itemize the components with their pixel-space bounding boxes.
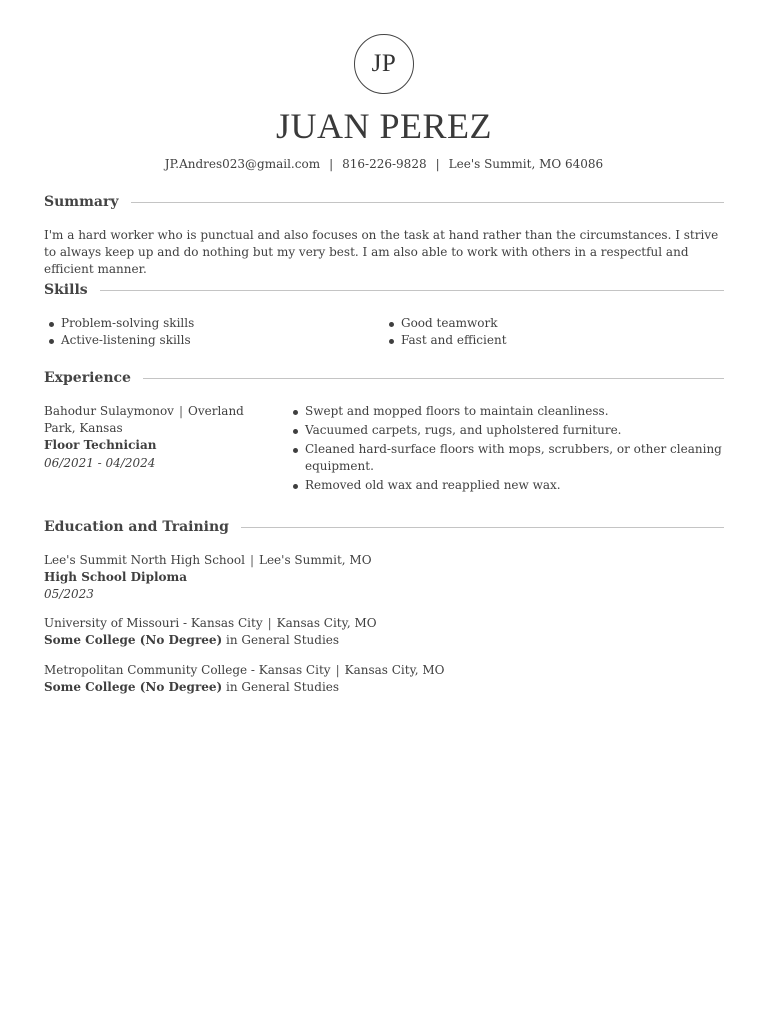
skill-label: Good teamwork	[401, 316, 498, 330]
school-line	[44, 662, 724, 679]
degree-line	[44, 679, 724, 696]
skill-item	[44, 332, 384, 349]
skills-title: Skills	[44, 282, 88, 298]
school-name: University of Missouri - Kansas City	[44, 616, 263, 630]
field-separator: |	[335, 663, 340, 677]
field-separator: |	[267, 616, 272, 630]
skill-item	[384, 332, 724, 349]
school-location: Kansas City, MO	[276, 616, 377, 630]
job-bullet-text: Swept and mopped floors to maintain cleanliness.	[305, 404, 609, 418]
bullet-icon	[293, 448, 298, 453]
degree-name: Some College (No Degree)	[44, 680, 223, 694]
contact-location: Lee's Summit, MO 64086	[448, 157, 604, 171]
job-bullet	[288, 403, 724, 420]
skill-item	[44, 315, 384, 332]
summary-text: I'm a hard worker who is punctual and also focuses on the task at hand rather than the circumstances. I strive to always keep up and do nothing but my very best. I am also able to work with others in a respectful and efficient manner.	[44, 228, 719, 276]
job-employer: Bahodur Sulaymonov	[44, 404, 174, 418]
bullet-icon	[293, 429, 298, 434]
monogram-badge	[354, 34, 414, 94]
education-heading	[44, 517, 724, 537]
section-divider	[100, 290, 724, 291]
job-bullet-text: Vacuumed carpets, rugs, and upholstered furniture.	[305, 423, 622, 437]
skill-label: Problem-solving skills	[61, 316, 195, 330]
education-entry	[44, 662, 724, 696]
job-bullets	[288, 403, 724, 496]
candidate-name: JUAN PEREZ	[275, 106, 492, 146]
summary-heading	[44, 192, 724, 212]
experience-title: Experience	[44, 370, 131, 386]
bullet-icon	[293, 410, 298, 415]
skill-label: Fast and efficient	[401, 333, 507, 347]
bullet-icon	[293, 484, 298, 489]
skill-label: Active-listening skills	[61, 333, 191, 347]
experience-heading	[44, 368, 724, 388]
section-divider	[241, 527, 724, 528]
graduation-date: 05/2023	[44, 587, 94, 601]
degree-field: in General Studies	[226, 633, 340, 647]
bullet-icon	[389, 339, 394, 344]
job-location: Overland Park, Kansas	[44, 404, 244, 435]
summary-title: Summary	[44, 194, 119, 210]
school-line	[44, 615, 724, 632]
job-details	[44, 403, 276, 472]
job-dates: 06/2021 - 04/2024	[44, 456, 156, 470]
school-line	[44, 552, 724, 569]
education-entry	[44, 552, 724, 603]
contact-phone: 816-226-9828	[342, 157, 427, 171]
school-location: Lee's Summit, MO	[258, 553, 372, 567]
job-bullet	[288, 441, 724, 475]
school-name: Lee's Summit North High School	[44, 553, 245, 567]
bullet-icon	[389, 322, 394, 327]
degree-name: Some College (No Degree)	[44, 633, 223, 647]
job-bullet-text: Removed old wax and reapplied new wax.	[305, 478, 561, 492]
bullet-icon	[49, 339, 54, 344]
school-name: Metropolitan Community College - Kansas City	[44, 663, 331, 677]
job-bullet	[288, 422, 724, 439]
contact-separator: |	[329, 157, 334, 171]
degree-line	[44, 569, 724, 586]
skills-heading	[44, 280, 724, 300]
monogram-text: JP	[371, 50, 397, 77]
education-title: Education and Training	[44, 519, 229, 535]
section-divider	[143, 378, 724, 379]
contact-line	[44, 155, 724, 173]
skill-item	[384, 315, 724, 332]
school-location: Kansas City, MO	[344, 663, 445, 677]
skills-column-right	[384, 315, 724, 349]
education-entry	[44, 615, 724, 649]
section-divider	[131, 202, 725, 203]
contact-separator: |	[435, 157, 440, 171]
job-bullet-text: Cleaned hard-surface floors with mops, scrubbers, or other cleaning equipment.	[305, 442, 722, 473]
job-role: Floor Technician	[44, 438, 157, 452]
skills-column-left	[44, 315, 384, 349]
degree-field: in General Studies	[226, 680, 340, 694]
degree-line	[44, 632, 724, 649]
job-employer-line	[44, 403, 276, 437]
job-bullet	[288, 477, 724, 494]
contact-email: JP.Andres023@gmail.com	[164, 157, 321, 171]
field-separator: |	[249, 553, 254, 567]
degree-name: High School Diploma	[44, 570, 188, 584]
field-separator: |	[178, 404, 183, 418]
bullet-icon	[49, 322, 54, 327]
